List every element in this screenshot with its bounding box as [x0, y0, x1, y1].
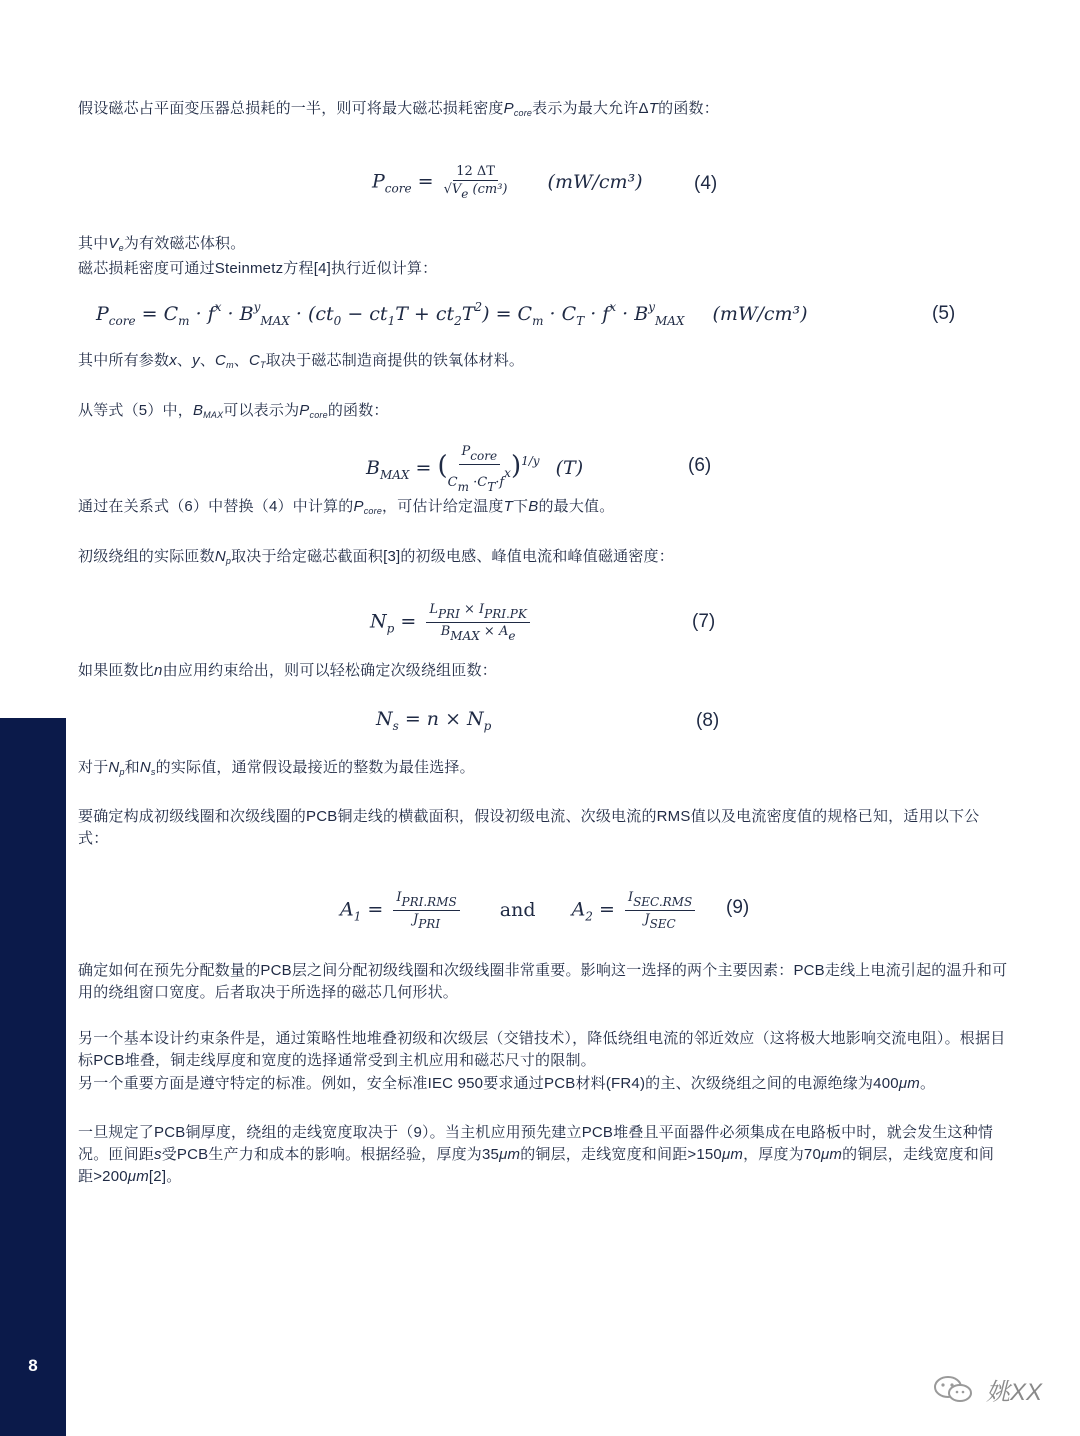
equation-7: $N_p$ = $\frac{L_{PRI} \times I_{PRI.PK}}{B_{MAX} \times A_e}$	[370, 602, 534, 643]
paragraph-turns-ratio: 如果匝数比n由应用约束给出，则可以轻松确定次级绕组匝数：	[78, 662, 497, 679]
page-sidebar-band	[0, 718, 66, 1436]
paragraph-integer-choice: 对于$N_p$和$N_s$的实际值，通常假设最接近的整数为最佳选择。	[78, 759, 475, 777]
paragraph-parameters: 其中所有参数x、y、$C_m$、$C_T$取决于磁芯制造商提供的铁氧体材料。	[78, 352, 525, 370]
wechat-icon	[932, 1374, 974, 1404]
paragraph-copper-thickness: 一旦规定了PCB铜厚度，绕组的走线宽度取决于（9）。当主机应用预先建立PCB堆叠且平面器件必须集成在电路板中时，就会发生这种情况。匝间距s受PCB生产力和成本的影响。根据经验，厚度为35μm的铜层，走线宽度和间距>150μm，厚度为70μm的铜层，走线宽度和间距>200μm[2]。	[78, 1124, 995, 1185]
paragraph-ve-definition: 其中$V_e$为有效磁芯体积。	[78, 235, 246, 253]
equation-6-label: (6)	[688, 455, 712, 476]
paragraph-safety-standard: 另一个重要方面是遵守特定的标准。例如，安全标准IEC 950要求通过PCB材料(FR4)的主、次级绕组之间的电源绝缘为400μm。	[78, 1075, 936, 1092]
paragraph-steinmetz: 磁芯损耗密度可通过Steinmetz方程[4]执行近似计算：	[78, 260, 438, 277]
watermark	[932, 1368, 1052, 1408]
paragraph-layer-allocation: 确定如何在预先分配数量的PCB层之间分配初级线圈和次级线圈非常重要。影响这一选择的两个主要因素：PCB走线上电流引起的温升和可用的绕组窗口宽度。后者取决于所选择的磁芯几何形状。	[78, 962, 1008, 1001]
equation-5: $P_{core} = C_m \cdot f^x \cdot B^y_{MAX} \cdot (ct_0 - ct_1T + ct_2T^2) = C_m \cdot C_T \cdot f^x \cdot B^y_{MAX}$ (mW/cm³)	[96, 300, 808, 328]
equation-8-label: (8)	[696, 710, 720, 731]
equation-8: $N_s = n \times N_p$	[376, 708, 492, 733]
equation-6: $B_{MAX}$ = ( $\frac{P_{core}}{C_m \cdot C_T\cdot f^x}$ )$^{1/y}$ (T)	[366, 444, 584, 494]
equation-9: $A_1$ = $\frac{I_{PRI.RMS}}{J_{PRI}}$ and $A_2$ = $\frac{I_{SEC.RMS}}{J_{SEC}}$	[340, 890, 699, 931]
paragraph-substitute: 通过在关系式（6）中替换（4）中计算的$P_{core}$，可估计给定温度T下B的最大值。	[78, 498, 615, 516]
page-number: 8	[28, 1356, 38, 1375]
equation-4: $P_{core}$ = $\frac{12 \Delta T}{√V_e (cm^3)}$ (mW/cm³)	[372, 164, 643, 201]
paragraph-primary-turns: 初级绕组的实际匝数$N_p$取决于给定磁芯截面积[3]的初级电感、峰值电流和峰值磁通密度：	[78, 548, 674, 566]
paragraph-bmax-function: 从等式（5）中，$B_{MAX}$可以表示为$P_{core}$的函数：	[78, 402, 389, 420]
equation-5-label: (5)	[932, 303, 956, 324]
paragraph-interleaving: 另一个基本设计约束条件是，通过策略性地堆叠初级和次级层（交错技术），降低绕组电流的邻近效应（这将极大地影响交流电阻）。根据目标PCB堆叠，铜走线厚度和宽度的选择通常受到主机应用和磁芯尺寸的限制。	[78, 1030, 1006, 1069]
watermark-text: 姚XX	[986, 1379, 1043, 1406]
paragraph-core-loss-intro: 假设磁芯占平面变压器总损耗的一半，则可将最大磁芯损耗密度$P_{core}$表示为最大允许ΔT的函数：	[78, 100, 719, 118]
equation-4-label: (4)	[694, 173, 718, 194]
equation-9-label: (9)	[726, 897, 750, 918]
paragraph-cross-section: 要确定构成初级线圈和次级线圈的PCB铜走线的横截面积，假设初级电流、次级电流的RMS值以及电流密度值的规格已知，适用以下公式：	[78, 808, 980, 847]
equation-7-label: (7)	[692, 611, 716, 632]
